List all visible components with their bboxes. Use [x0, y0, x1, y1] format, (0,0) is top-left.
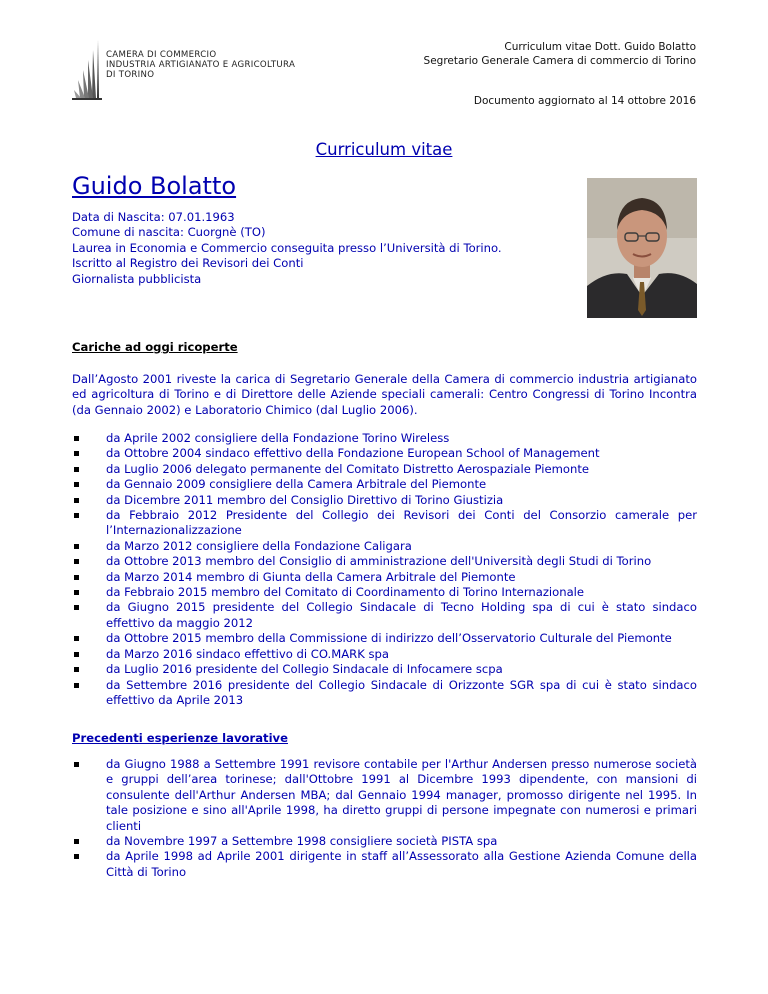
list-item: da Ottobre 2004 sindaco effettivo della Fondazione European School of Management: [72, 446, 697, 461]
bullet-icon: [74, 667, 79, 672]
journalist-status: Giornalista pubblicista: [72, 271, 202, 286]
bullet-icon: [74, 652, 79, 657]
bullet-icon: [74, 575, 79, 580]
personal-info: [72, 210, 502, 287]
logo-line: INDUSTRIA ARTIGIANATO E AGRICOLTURA: [106, 60, 296, 70]
list-item: da Marzo 2012 consigliere della Fondazione Caligara: [72, 539, 697, 554]
chamber-logo: [72, 38, 302, 102]
bullet-icon: [74, 636, 79, 641]
bullet-icon: [74, 436, 79, 441]
list-item: da Aprile 2002 consigliere della Fondazione Torino Wireless: [72, 431, 697, 446]
list-item: da Giugno 2015 presidente del Collegio Sindacale di Tecno Holding spa di cui è stato sindaco effettivo da maggio 2012: [72, 600, 697, 631]
bullet-icon: [74, 854, 79, 859]
bullet-icon: [74, 513, 79, 518]
list-item: da Aprile 1998 ad Aprile 2001 dirigente in staff all’Assessorato alla Gestione Azienda Comune della Città di Torino: [72, 849, 697, 880]
auditor-registration: Iscritto al Registro dei Revisori dei Conti: [72, 256, 304, 271]
list-item: da Luglio 2016 presidente del Collegio Sindacale di Infocamere scpa: [72, 662, 697, 677]
bullet-icon: [74, 482, 79, 487]
portrait-photo: [587, 178, 697, 318]
header-line-cv: Curriculum vitae Dott. Guido Bolatto: [504, 41, 696, 53]
bullet-icon: [74, 451, 79, 456]
bullet-icon: [74, 544, 79, 549]
chamber-name: [106, 50, 295, 80]
person-name: Guido Bolatto: [72, 172, 237, 200]
birth-date: Data di Nascita: 07.01.1963: [72, 210, 235, 224]
list-item: da Dicembre 2011 membro del Consiglio Direttivo di Torino Giustizia: [72, 493, 697, 508]
logo-line: CAMERA DI COMMERCIO: [106, 50, 217, 60]
list-item: da Marzo 2016 sindaco effettivo di CO.MARK spa: [72, 647, 697, 662]
section-heading-past-experience: Precedenti esperienze lavorative: [72, 731, 288, 745]
bullet-icon: [74, 683, 79, 688]
bullet-icon: [74, 559, 79, 564]
update-date: Documento aggiornato al 14 ottobre 2016: [473, 95, 696, 107]
list-item: da Novembre 1997 a Settembre 1998 consigliere società PISTA spa: [72, 834, 697, 849]
bullet-icon: [74, 839, 79, 844]
header-line-role: Segretario Generale Camera di commercio di Torino: [423, 55, 696, 67]
list-item: da Febbraio 2015 membro del Comitato di Coordinamento di Torino Internazionale: [72, 585, 697, 600]
list-item: da Marzo 2014 membro di Giunta della Camera Arbitrale del Piemonte: [72, 570, 697, 585]
list-item: da Gennaio 2009 consigliere della Camera Arbitrale del Piemonte: [72, 477, 697, 492]
list-item: da Febbraio 2012 Presidente del Collegio dei Revisori dei Conti del Consorzio camerale per l’Internazionalizzazione: [72, 508, 697, 539]
list-item: da Ottobre 2013 membro del Consiglio di amministrazione dell'Università degli Studi di Torino: [72, 554, 697, 569]
bullet-icon: [74, 762, 79, 767]
mole-antonelliana-icon: [72, 40, 104, 102]
list-item: da Settembre 2016 presidente del Collegio Sindacale di Orizzonte SGR spa di cui è stato sindaco effettivo da Aprile 2013: [72, 678, 697, 709]
section-heading-current-roles: Cariche ad oggi ricoperte: [72, 340, 238, 354]
current-role-intro: Dall’Agosto 2001 riveste la carica di Segretario Generale della Camera di commercio industria artigianato ed agricoltura di Torino e di Direttore delle Aziende speciali camerali: Centro Congressi di Torino Incontra (da Gennaio 2002) e Laboratorio Chimico (dal Luglio 2006).: [72, 372, 697, 417]
document-title: Curriculum vitae: [315, 140, 453, 159]
logo-line: DI TORINO: [106, 70, 155, 80]
past-experience-list: [72, 757, 697, 880]
list-item: da Giugno 1988 a Settembre 1991 revisore contabile per l'Arthur Andersen presso numerose società e gruppi dell’area torinese; dall'Ottobre 1991 al Dicembre 1993 dipendente, con mansioni di consulente dell'Arthur Andersen MBA; dal Gennaio 1994 manager, promosso dirigente nel 1995. In tale posizione e sino all'Aprile 1998, ha diretto gruppi di persone impegnate con numerosi e primari clienti: [72, 757, 697, 834]
degree: Laurea in Economia e Commercio conseguita presso l’Università di Torino.: [72, 240, 502, 255]
bullet-icon: [74, 467, 79, 472]
birth-place: Comune di nascita: Cuorgnè (TO): [72, 225, 266, 240]
bullet-icon: [74, 590, 79, 595]
list-item: da Luglio 2006 delegato permanente del Comitato Distretto Aerospaziale Piemonte: [72, 462, 697, 477]
bullet-icon: [74, 605, 79, 610]
current-roles-list: [72, 431, 697, 708]
list-item: da Ottobre 2015 membro della Commissione di indirizzo dell’Osservatorio Culturale del Piemonte: [72, 631, 697, 646]
bullet-icon: [74, 498, 79, 503]
